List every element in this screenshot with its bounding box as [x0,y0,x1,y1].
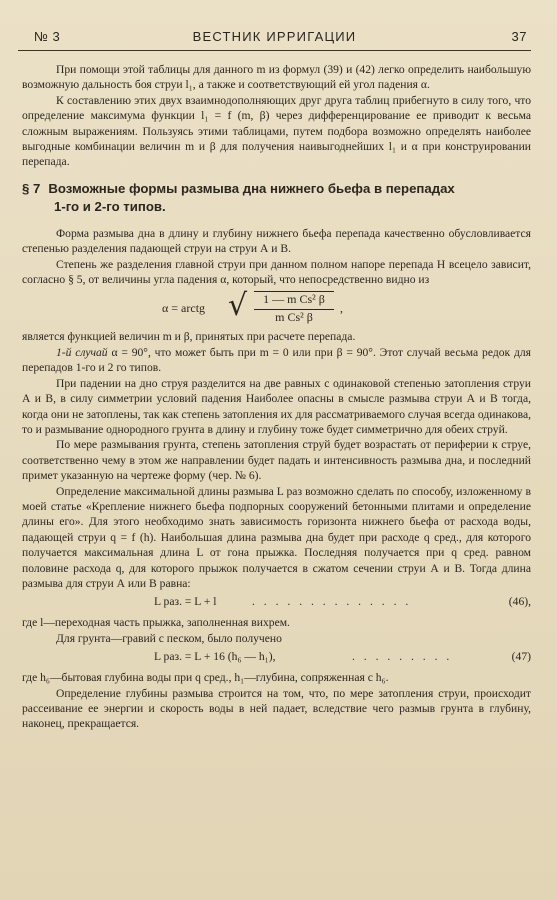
paragraph: является функцией величин m и β, принятых при расчете перепада. [22,330,356,344]
formula-comma: , [340,301,343,316]
formula-denominator: m Cs² β [275,309,313,324]
equation-46-number: (46), [508,595,531,609]
formula-alpha [22,288,531,325]
page-body [22,62,531,732]
equation-47 [22,649,531,667]
paragraph: При помощи этой таблицы для данного m из формул (39) и (42) легко определить наибольшую возможную дальность боя струи l₁, а также и соответствующий ей угол падения α. [22,63,531,92]
paragraph: При падении на дно струя разделится на две равных с одинаковой степенью затопления струи А и В, в силу симметрии условий падения Наиболее опасны в смысле размыва струи А и В тогда, когда они не затоплены, так как степень затопления их для рассматриваемого случая всегда одинакова, то и размывание однородного грунта в длину и глубину тоже будет симметрично для обеих струй. [22,376,531,436]
equation-46-leader: . . . . . . . . . . . . . . [252,595,412,609]
paragraph: По мере размывания грунта, степень затопления струй будет возрастать от периферии к струе, соответственно чему в этом же направлении будет падать и интенсивность размыва дна, и последний примет указанную на чертеже форму (чер. № 6). [22,438,531,483]
equation-47-expression: L раз. = L + 16 (h₆ — h₁), [154,650,276,664]
paragraph: где h₆—бытовая глубина воды при q сред., h₁—глубина, сопряженная с h₆. [22,671,389,685]
paragraph: Для грунта—гравий с песком, было получено [56,631,282,645]
equation-47-leader: . . . . . . . . . [352,650,453,664]
equation-46 [22,594,531,612]
equation-47-number: (47) [511,650,531,664]
paragraph [22,345,531,376]
case-label: 1-й случай [56,345,108,359]
page-number: 37 [511,29,527,44]
radical-sign: √ [228,288,248,324]
paragraph: Определение глубины размыва строится на том, что, по мере затопления струи, происходит рассеивание ее энергии и скорость воды в ней падает, вследствие чего размыв грунта в глубину, наконец, прекращается. [22,686,531,731]
paragraph: К составлению этих двух взаимнодополняющих друг друга таблиц прибегнуто в силу того, что определение максимума функции l₁ = f (m, β) через дифференцирование ее приводит к весьма сложным выражениям. Пользуясь этими таблицами, путем подбора возможно определять наиболее выгодные комбинации величин m и β для получения наивыгоднейших l₁ и α при конструировании перепада. [22,93,531,169]
journal-title: ВЕСТНИК ИРРИГАЦИИ [192,29,357,44]
section-heading [22,180,531,216]
paragraph: Степень же разделения главной струи при данном полном напоре перепада Н всецело зависит, согласно § 5, от величины угла падения α, который, что непосредственно видно из [22,257,531,287]
section-title-line-1: Возможные формы размыва дна нижнего бьефа в перепадах [48,180,455,196]
running-header [18,26,531,51]
section-title-line-2: 1-го и 2-го типов. [54,198,166,214]
paragraph: Определение максимальной длины размыва L раз возможно сделать по способу, изложенному в моей статье «Крепление нижнего бьефа подпорных сооружений бетонными плитами и определение длины его». Для этого необходимо знать зависимость горизонта нижнего бьефа от расхода воды, падающей струи q = f (h). Наибольшая длина размыва дна будет при расходе q сред., для которого получается максимальная длина L от гона прыжка. Последняя получается при q сред. равном половине расхода q, для которого прыжок получается в сжатом сечении струи А и В. Тогда длина размыва для струи А или В равна: [22,484,531,590]
formula-lhs: α = arctg [162,301,206,316]
case-text: α = 90°, что может быть при m = 0 или при β = 90°. Этот случай весьма редок для перепадов 1-го и 2 го типов. [22,345,532,375]
equation-46-expression: L раз. = L + l [154,595,217,609]
paragraph: где l—переходная часть прыжка, заполненная вихрем. [22,616,290,630]
formula-numerator: 1 — m Cs² β [254,292,334,309]
formula-fraction [254,291,334,325]
paragraph: Форма размыва дна в длину и глубину нижнего бьефа перепада качественно обусловливается степенью разделения падающей струи на струи А и В. [22,226,531,256]
section-number: § 7 [22,180,41,196]
issue-number: № 3 [34,29,61,44]
